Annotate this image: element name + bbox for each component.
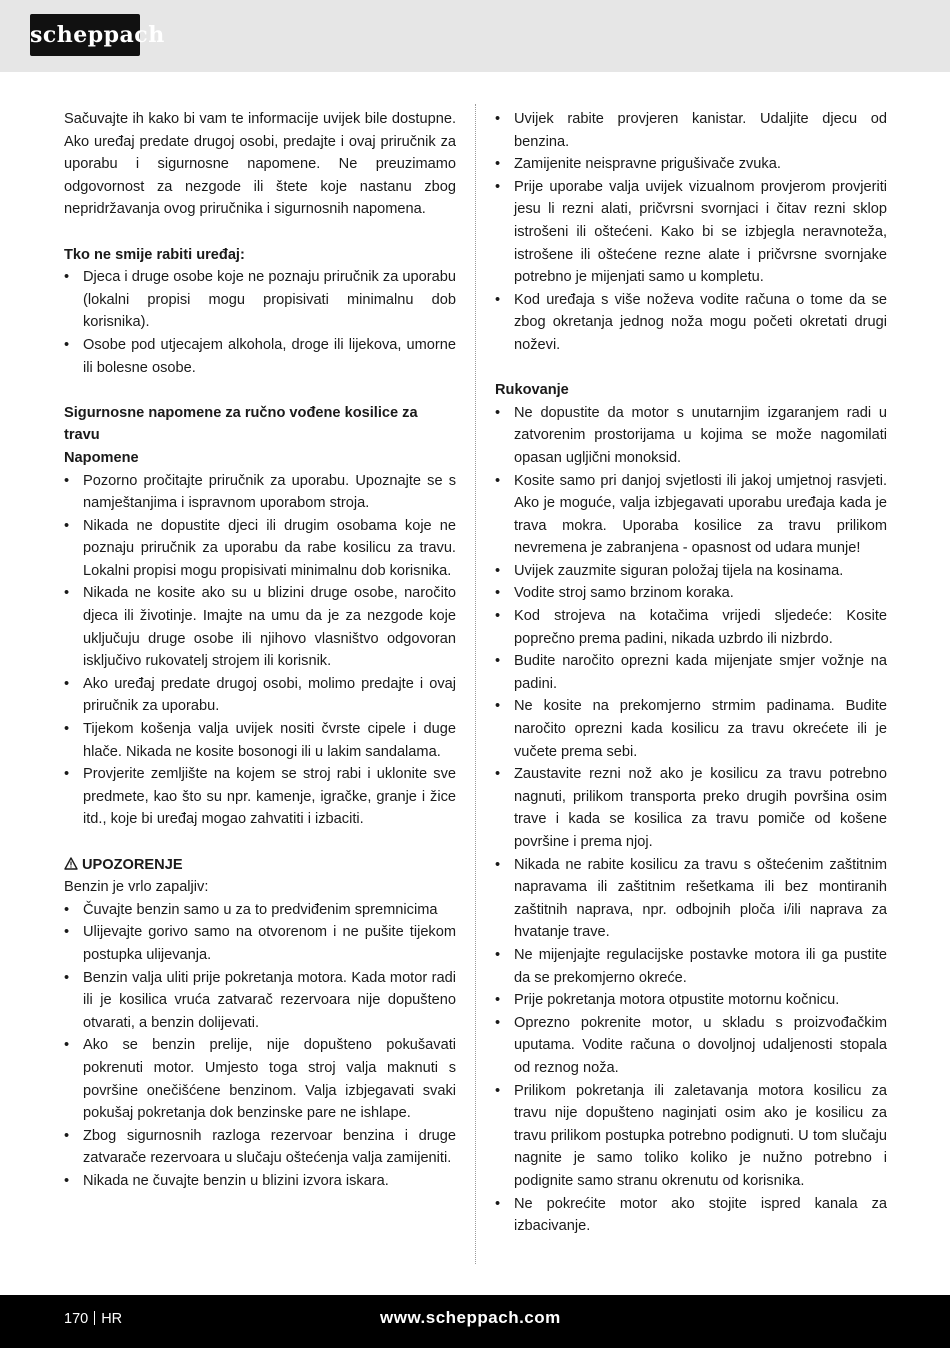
- safety-heading: Sigurnosne napomene za ručno vođene kosilice za travu: [64, 404, 418, 444]
- who-list: [64, 266, 456, 379]
- list-item: • Pozorno pročitajte priručnik za uporabu. Upoznajte se s namještanjima i ispravnom uporabom stroja.: [64, 470, 456, 515]
- list-item: • Provjerite zemljište na kojem se stroj rabi i uklonite sve predmete, kao što su npr. kamenje, igračke, granje i žice itd., koje bi uređaj mogao zahvatiti i izbaciti.: [64, 763, 456, 831]
- warning-heading-row: [64, 854, 456, 877]
- page-number: 170: [64, 1311, 89, 1327]
- notes-list: [64, 470, 456, 832]
- list-item: • Kod uređaja s više noževa vodite računa o tome da se zbog okretanja jednog noža mogu početi okretati drugi noževi.: [495, 289, 887, 357]
- warning-triangle-icon: [64, 857, 78, 870]
- list-item: • Ne dopustite da motor s unutarnjim izgaranjem radi u zatvorenim prostorijama u kojima se može nagomilati opasan ugljični monoksid.: [495, 402, 887, 470]
- language-code: HR: [101, 1311, 123, 1327]
- warning-list: [64, 899, 456, 1193]
- list-item: • Djeca i druge osobe koje ne poznaju priručnik za uporabu (lokalni propisi mogu propisivati minimalnu dob korisnika).: [64, 266, 456, 334]
- list-item: • Ulijevajte gorivo samo na otvorenom i ne pušite tijekom postupka ulijevanja.: [64, 921, 456, 966]
- list-item: • Zaustavite rezni nož ako je kosilicu za travu potrebno nagnuti, prilikom transporta preko drugih površina osim trave i kada se kosilica za travu pomiče od košene površine i prema njoj.: [495, 763, 887, 853]
- list-item: • Uvijek rabite provjeren kanistar. Udaljite djecu od benzina.: [495, 108, 887, 153]
- page-header: [0, 0, 950, 72]
- list-item: • Nikada ne čuvajte benzin u blizini izvora iskara.: [64, 1170, 456, 1193]
- handling-heading: Rukovanje: [495, 382, 569, 399]
- intro-paragraph: Sačuvajte ih kako bi vam te informacije uvijek bile dostupne. Ako uređaj predate drugoj osobi, predajte i ovaj priručnik za uporabu i sigurnosne napomene. Ne preuzimamo odgovornost za nezgode ili štete koje nastanu zbog nepridržavanja ovog priručnika i sigurnosnih napomena.: [64, 111, 456, 218]
- list-item: • Vodite stroj samo brzinom koraka.: [495, 582, 887, 605]
- list-item: • Budite naročito oprezni kada mijenjate smjer vožnje na padini.: [495, 650, 887, 695]
- list-item: • Nikada ne dopustite djeci ili drugim osobama koje ne poznaju priručnik za uporabu da rabe kosilicu za travu. Lokalni propisi mogu propisivati minimalnu dob korisnika.: [64, 515, 456, 583]
- scheppach-logo: scheppach: [30, 14, 140, 56]
- list-item: • Tijekom košenja valja uvijek nositi čvrste cipele i duge hlače. Nikada ne kosite bosonogi ili u lakim sandalama.: [64, 718, 456, 763]
- warning-intro: Benzin je vrlo zapaljiv:: [64, 879, 209, 896]
- handling-list: [495, 402, 887, 1238]
- continued-list: [495, 108, 887, 357]
- footer-separator: [94, 1311, 95, 1325]
- list-item: • Ako uređaj predate drugoj osobi, molimo predajte i ovaj priručnik za uporabu.: [64, 673, 456, 718]
- list-item: • Osobe pod utjecajem alkohola, droge ili lijekova, umorne ili bolesne osobe.: [64, 334, 456, 379]
- page-number-group: [64, 1295, 122, 1343]
- column-divider: [475, 104, 476, 1264]
- list-item: • Nikada ne rabite kosilicu za travu s oštećenim zaštitnim napravama ili zaštitnim rešetkama ili bez montiranih zaštitnih naprava, npr. odbojnih ploča i/ili naprava za hvatanje trave.: [495, 854, 887, 944]
- list-item: • Ne pokrećite motor ako stojite ispred kanala za izbacivanje.: [495, 1193, 887, 1238]
- who-heading: Tko ne smije rabiti uređaj:: [64, 246, 245, 263]
- list-item: • Prilikom pokretanja ili zaletavanja motora kosilicu za travu nije dopušteno naginjati osim ako je kosilicu za travu prilikom postupka potrebno podignuti. U tom slučaju nagnite je samo toliko koliko je nužno potrebno i podignite samo stranu okrenutu od korisnika.: [495, 1080, 887, 1193]
- list-item: • Ne mijenjajte regulacijske postavke motora ili ga pustite da se prekomjerno okreće.: [495, 944, 887, 989]
- left-column: [64, 108, 456, 1193]
- list-item: • Zamijenite neispravne prigušivače zvuka.: [495, 153, 887, 176]
- list-item: • Zbog sigurnosnih razloga rezervoar benzina i druge zatvarače rezervoara u slučaju oštećenja valja zamijeniti.: [64, 1125, 456, 1170]
- list-item: • Uvijek zauzmite siguran položaj tijela na kosinama.: [495, 560, 887, 583]
- list-item: • Prije uporabe valja uvijek vizualnom provjerom provjeriti jesu li rezni alati, pričvrsni svornjaci i čitav rezni sklop istrošeni ili oštećeni. Kako bi se izbjegla neravnoteža, istrošene ili oštećene rezne alate i pričvrsne svornjake potrebno je mijenjati samo u kompletu.: [495, 176, 887, 289]
- list-item: • Ako se benzin prelije, nije dopušteno pokušavati pokrenuti motor. Umjesto toga stroj valja maknuti s površine onečišćene benzinom. Valja izbjegavati svaki pokušaj pokretanja dok benzinske pare ne ishlape.: [64, 1034, 456, 1124]
- list-item: • Kod strojeva na kotačima vrijedi sljedeće: Kosite poprečno prema padini, nikada uzbrdo ili nizbrdo.: [495, 605, 887, 650]
- right-column: [495, 108, 887, 1238]
- list-item: • Nikada ne kosite ako su u blizini druge osobe, naročito djeca ili životinje. Imajte na umu da je za nezgode koje uključuju druge osobe ili njihovo vlasništvo odgovoran isključivo rukovatelj strojem ili korisnik.: [64, 582, 456, 672]
- notes-heading: Napomene: [64, 449, 139, 466]
- website-url[interactable]: www.scheppach.com: [380, 1308, 561, 1327]
- list-item: • Oprezno pokrenite motor, u skladu s proizvođačkim uputama. Vodite računa o dovoljnoj udaljenosti stopala od reznog noža.: [495, 1012, 887, 1080]
- list-item: • Čuvajte benzin samo u za to predviđenim spremnicima: [64, 899, 456, 922]
- warning-heading: UPOZORENJE: [82, 856, 183, 873]
- page-footer: [0, 1295, 950, 1348]
- list-item: • Prije pokretanja motora otpustite motornu kočnicu.: [495, 989, 887, 1012]
- list-item: • Benzin valja uliti prije pokretanja motora. Kada motor radi ili je kosilica vruća zatvarač rezervoara nije dopušteno otvarati, a benzin dolijevati.: [64, 967, 456, 1035]
- list-item: • Ne kosite na prekomjerno strmim padinama. Budite naročito oprezni kada kosilicu za travu okrećete ili je vučete prema sebi.: [495, 695, 887, 763]
- list-item: • Kosite samo pri danjoj svjetlosti ili jakoj umjetnoj rasvjeti. Ako je moguće, valja izbjegavati uporabu uređaja kada je trava mokra. Uporaba kosilice za travu prilikom nevremena je zabranjena - opasnost od udara munje!: [495, 470, 887, 560]
